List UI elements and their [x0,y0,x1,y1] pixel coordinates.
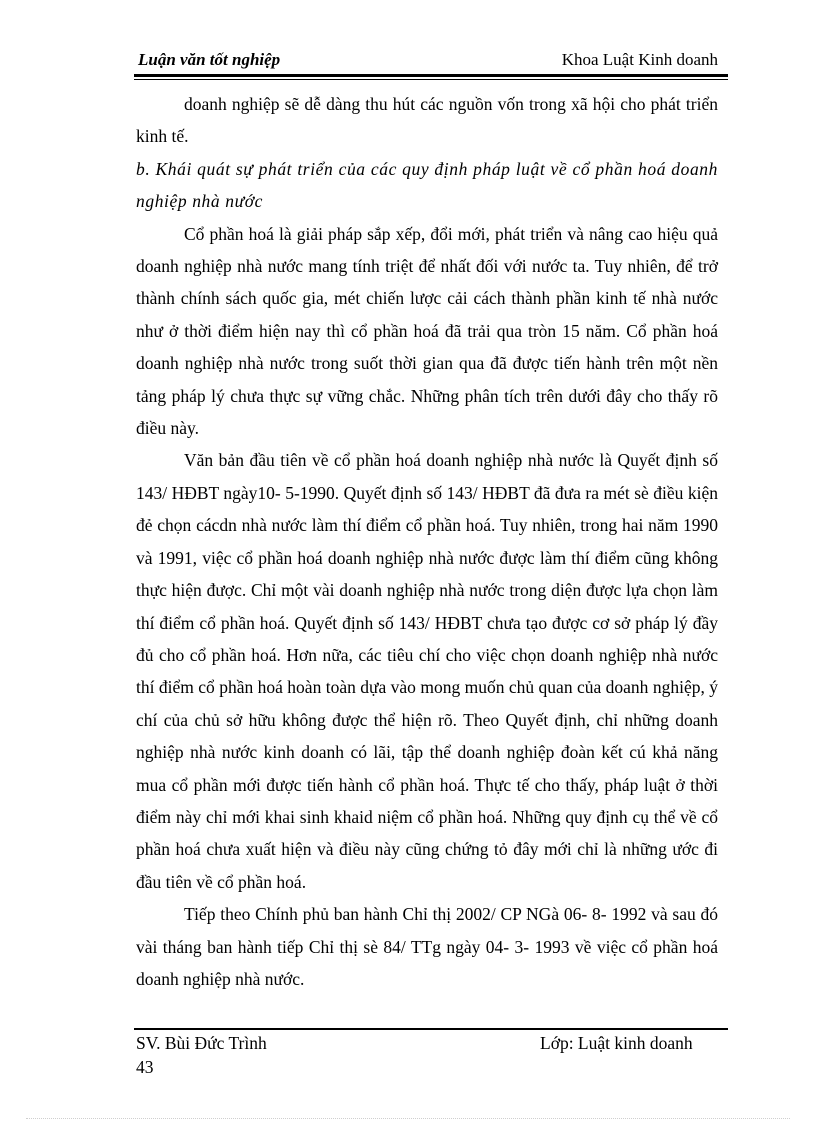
paragraph-directive-2002: Tiếp theo Chính phủ ban hành Chỉ thị 2002/ CP NGà 06- 8- 1992 và sau đó vài tháng ban hành tiếp Chỉ thị sè 84/ TTg ngày 04- 3- 1993 về việc cổ phần hoá doanh nghiệp nhà nước. [136,904,718,989]
header-rule-thin [134,79,728,80]
paragraph-decision-143: Văn bản đầu tiên về cổ phần hoá doanh nghiệp nhà nước là Quyết định số 143/ HĐBT ngày10- 5-1990. Quyết định số 143/ HĐBT đã đưa ra mét sè điều kiện đẻ chọn cácdn nhà nước làm thí điểm cổ phần hoá. Tuy nhiên, trong hai năm 1990 và 1991, việc cổ phần hoá doanh nghiệp nhà nước được làm thí điểm cũng không thực hiện được. Chỉ một vài doanh nghiệp nhà nước trong diện được lựa chọn làm thí điểm cổ phần hoá. Quyết định số 143/ HĐBT chưa tạo được cơ sở pháp lý đầy đủ cho cổ phần hoá. Hơn nữa, các tiêu chí cho việc chọn doanh nghiệp nhà nước thí điểm cổ phần hoá hoàn toàn dựa vào mong muốn chủ quan của doanh nghiệp, ý chí của chủ sở hữu không được thể hiện rõ. Theo Quyết định, chỉ những doanh nghiệp nhà nước kinh doanh có lãi, tập thể doanh nghiệp đoàn kết cú khả năng mua cổ phần mới được tiến hành cổ phần hoá. Thực tế cho thấy, pháp luật ở thời điểm này chỉ mới khai sinh khaid niệm cổ phần hoá. Những quy định cụ thể về cổ phần hoá chưa xuất hiện và điều này cũng chứng tỏ đây mới chỉ là những ước đi đầu tiên về cổ phần hoá. [136,450,718,892]
footer-rule [134,1028,728,1030]
thesis-title: Luận văn tốt nghiệp [138,50,281,69]
section-subheading: b. Khái quát sự phát triển của các quy định pháp luật về cổ phần hoá doanh nghiệp nhà nước [136,158,718,212]
paragraph-continuation: doanh nghiệp sẽ dễ dàng thu hút các nguồn vốn trong xã hội cho phát triển kinh tế. [136,94,718,147]
paragraph-equitization-overview: Cổ phần hoá là giải pháp sắp xếp, đổi mới, phát triển và nâng cao hiệu quả doanh nghiệp nhà nước mang tính triệt để nhất đối với nước ta. Tuy nhiên, để trở thành chính sách quốc gia, mét chiến lược cải cách thành phần kinh tế nhà nước như ở thời điểm hiện nay thì cổ phần hoá đã trải qua tròn 15 năm. Cổ phần hoá doanh nghiệp nhà nước trong suốt thời gian qua đã được tiến hành trên một nền tảng pháp lý chưa thực sự vững chắc. Những phân tích trên dưới đây cho thấy rõ điều này. [136,223,718,439]
page-header [134,48,724,74]
class-name: Lớp: Luật kinh doanh [540,1033,693,1053]
page-number: 43 [136,1057,154,1077]
student-name: SV. Bùi Đức Trình [136,1033,267,1053]
faculty-name: Khoa Luật Kinh doanh [561,50,718,69]
header-rule-thick [134,74,728,77]
page-content [136,88,718,995]
page-bottom-edge [26,1118,790,1119]
